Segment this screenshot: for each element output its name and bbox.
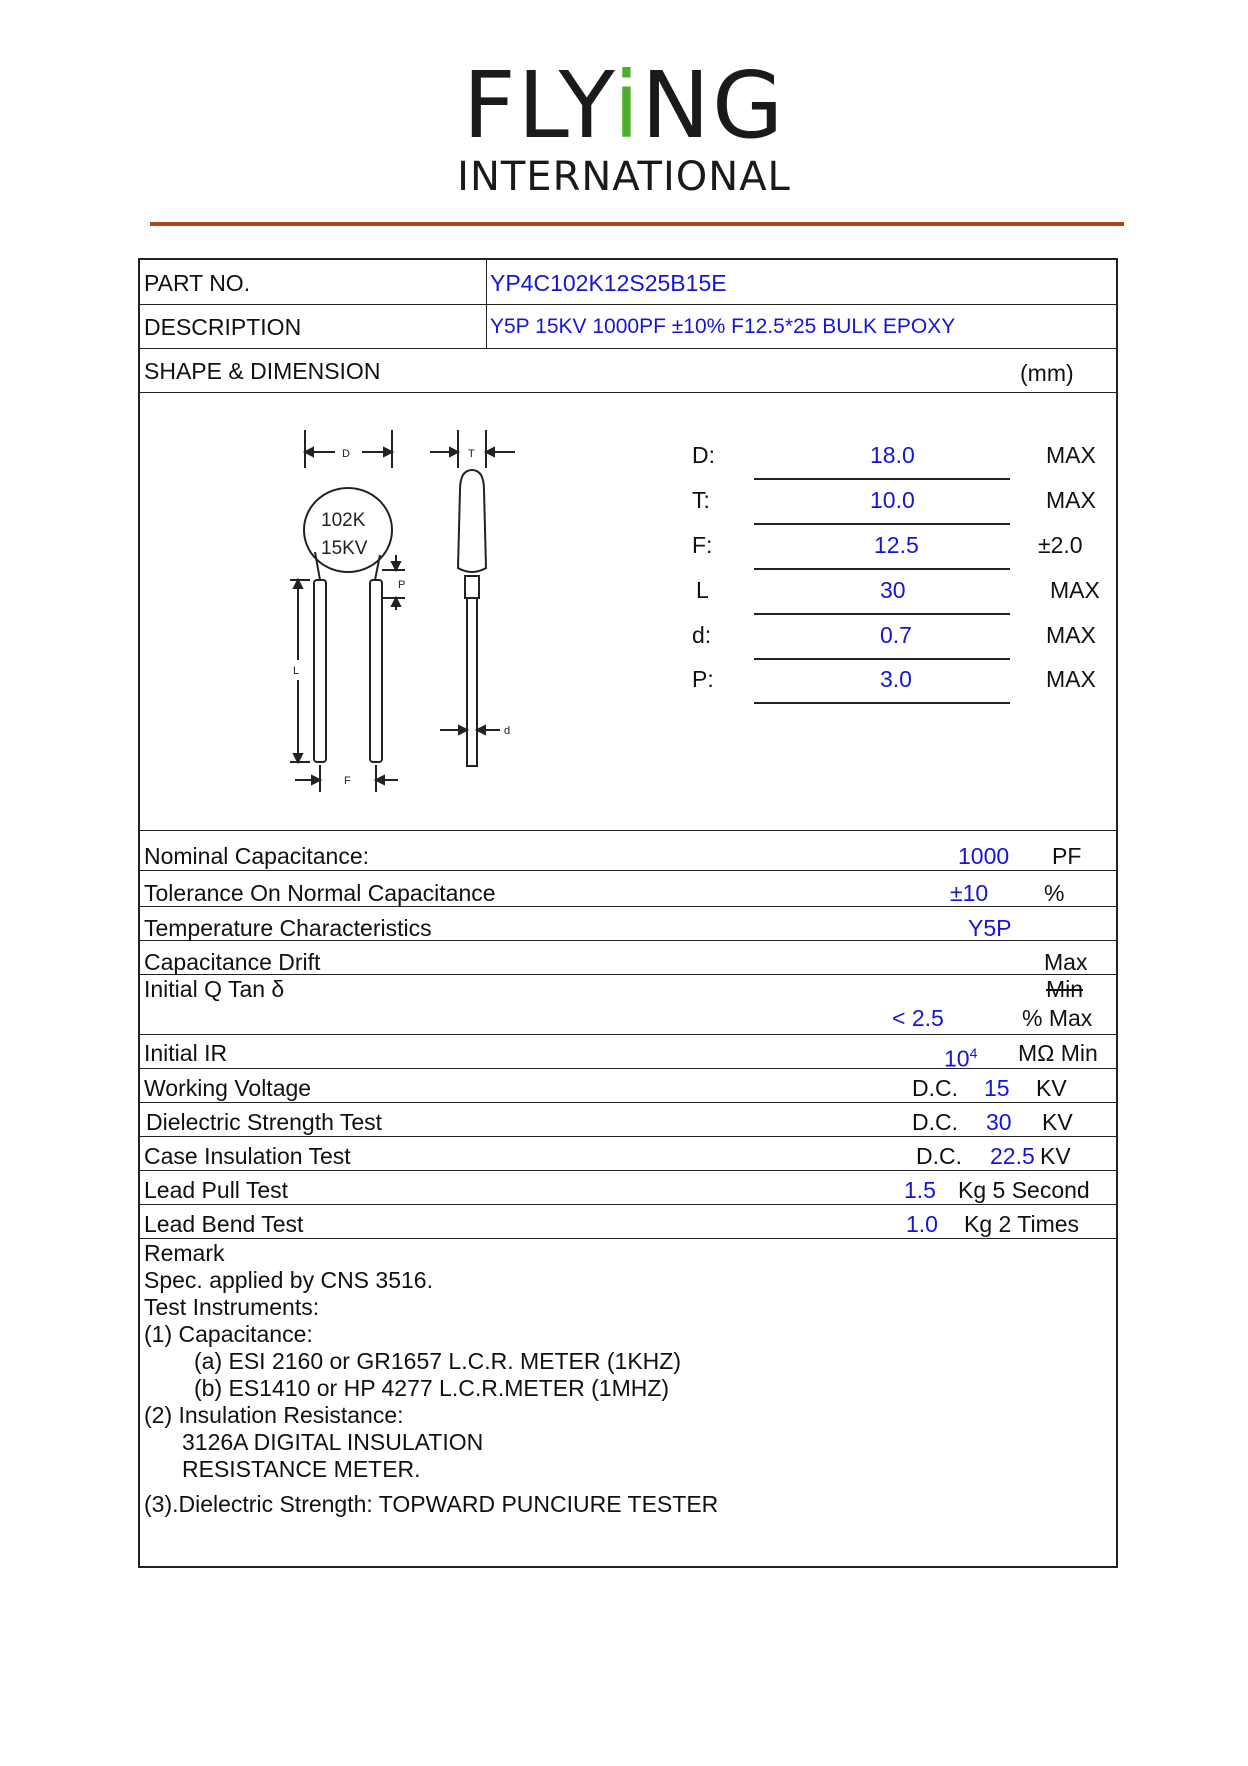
dim-value: 0.7 xyxy=(880,622,912,648)
dim-unit: ±2.0 xyxy=(1038,532,1083,558)
remark-title: Remark xyxy=(144,1240,225,1266)
lead-pull-label: Lead Pull Test xyxy=(144,1177,289,1203)
dim-value: 12.5 xyxy=(874,532,919,558)
description-value: Y5P 15KV 1000PF ±10% F12.5*25 BULK EPOXY xyxy=(490,315,956,338)
capacitor-drawing xyxy=(290,430,580,800)
remark-line: (2) Insulation Resistance: xyxy=(144,1402,404,1428)
dim-value: 18.0 xyxy=(870,442,915,468)
dim-unit: MAX xyxy=(1046,666,1096,692)
dim-unit: MAX xyxy=(1050,577,1100,603)
dim-unit: MAX xyxy=(1046,487,1096,513)
description-label: DESCRIPTION xyxy=(144,314,302,340)
nominal-capacitance-unit: PF xyxy=(1052,843,1082,869)
working-voltage-prefix: D.C. xyxy=(912,1075,958,1101)
case-insulation-value: 22.5 xyxy=(990,1143,1035,1169)
initial-ir-label: Initial IR xyxy=(144,1040,228,1066)
lead-bend-value: 1.0 xyxy=(906,1211,938,1237)
initial-q-tan-unit: % Max xyxy=(1022,1005,1093,1031)
shape-dimension-label: SHAPE & DIMENSION xyxy=(144,358,381,384)
header-divider xyxy=(150,222,1124,226)
working-voltage-unit: KV xyxy=(1036,1075,1067,1101)
remark-line: (a) ESI 2160 or GR1657 L.C.R. METER (1KHZ) xyxy=(194,1348,681,1374)
dielectric-strength-value: 30 xyxy=(986,1109,1012,1135)
case-insulation-prefix: D.C. xyxy=(916,1143,962,1169)
dielectric-strength-label: Dielectric Strength Test xyxy=(146,1109,383,1135)
dim-label-d-diameter: D xyxy=(342,448,350,460)
dim-label: L xyxy=(696,577,709,603)
initial-ir-unit: MΩ Min xyxy=(1018,1040,1098,1066)
dim-label-l: L xyxy=(293,665,300,677)
working-voltage-value: 15 xyxy=(984,1075,1010,1101)
tolerance-value: ±10 xyxy=(950,880,989,906)
dim-label-t: T xyxy=(468,448,475,460)
initial-q-tan-label: Initial Q Tan δ xyxy=(144,976,285,1002)
dim-label-p: P xyxy=(398,579,406,591)
marking-line1: 102K xyxy=(321,510,366,531)
capacitance-drift-unit: Max xyxy=(1044,949,1088,975)
initial-q-tan-struck-unit: Min xyxy=(1046,976,1084,1002)
shape-dimension-unit: (mm) xyxy=(1020,360,1074,386)
dim-label: P: xyxy=(692,666,714,692)
spec-sheet-table xyxy=(138,258,1118,1568)
lead-pull-unit: Kg 5 Second xyxy=(958,1177,1090,1203)
dielectric-strength-prefix: D.C. xyxy=(912,1109,958,1135)
remark-line: Test Instruments: xyxy=(144,1294,320,1320)
lead-pull-value: 1.5 xyxy=(904,1177,936,1203)
dim-value: 3.0 xyxy=(880,666,912,692)
remark-line: (1) Capacitance: xyxy=(144,1321,313,1347)
dim-label-f: F xyxy=(344,775,351,787)
logo-wordmark: FLYiNG xyxy=(462,52,786,159)
dim-label: F: xyxy=(692,532,713,558)
dim-label: T: xyxy=(692,487,710,513)
case-insulation-unit: KV xyxy=(1040,1143,1071,1169)
temperature-characteristics-value: Y5P xyxy=(968,915,1012,941)
dim-label: d: xyxy=(692,622,712,648)
remark-line: (b) ES1410 or HP 4277 L.C.R.METER (1MHZ) xyxy=(194,1375,670,1401)
remark-section xyxy=(144,1240,718,1518)
company-logo xyxy=(0,52,1248,200)
part-no-value: YP4C102K12S25B15E xyxy=(490,270,727,296)
working-voltage-label: Working Voltage xyxy=(144,1075,312,1101)
initial-ir-value: $10^4$ xyxy=(944,1045,978,1072)
dim-label: D: xyxy=(692,442,715,468)
nominal-capacitance-label: Nominal Capacitance: xyxy=(144,843,370,869)
marking-line2: 15KV xyxy=(321,538,368,559)
dim-label-d-lead: d xyxy=(504,725,511,737)
lead-bend-label: Lead Bend Test xyxy=(144,1211,304,1237)
part-no-label: PART NO. xyxy=(144,270,251,296)
dim-unit: MAX xyxy=(1046,622,1096,648)
remark-line: (3).Dielectric Strength: TOPWARD PUNCIURE TESTER xyxy=(144,1491,719,1517)
logo-subtitle: INTERNATIONAL xyxy=(457,154,791,200)
remark-line: 3126A DIGITAL INSULATION xyxy=(182,1429,484,1455)
tolerance-label: Tolerance On Normal Capacitance xyxy=(144,880,496,906)
tolerance-unit: % xyxy=(1044,880,1065,906)
remark-line: RESISTANCE METER. xyxy=(182,1456,421,1482)
dim-value: 30 xyxy=(880,577,906,603)
temperature-characteristics-label: Temperature Characteristics xyxy=(144,915,432,941)
lead-bend-unit: Kg 2 Times xyxy=(964,1211,1080,1237)
capacitance-drift-label: Capacitance Drift xyxy=(144,949,321,975)
dim-value: 10.0 xyxy=(870,487,915,513)
dim-unit: MAX xyxy=(1046,442,1096,468)
nominal-capacitance-value: 1000 xyxy=(958,843,1010,869)
remark-line: Spec. applied by CNS 3516. xyxy=(144,1267,433,1293)
initial-q-tan-value: < 2.5 xyxy=(892,1005,944,1031)
dielectric-strength-unit: KV xyxy=(1042,1109,1073,1135)
case-insulation-label: Case Insulation Test xyxy=(144,1143,351,1169)
